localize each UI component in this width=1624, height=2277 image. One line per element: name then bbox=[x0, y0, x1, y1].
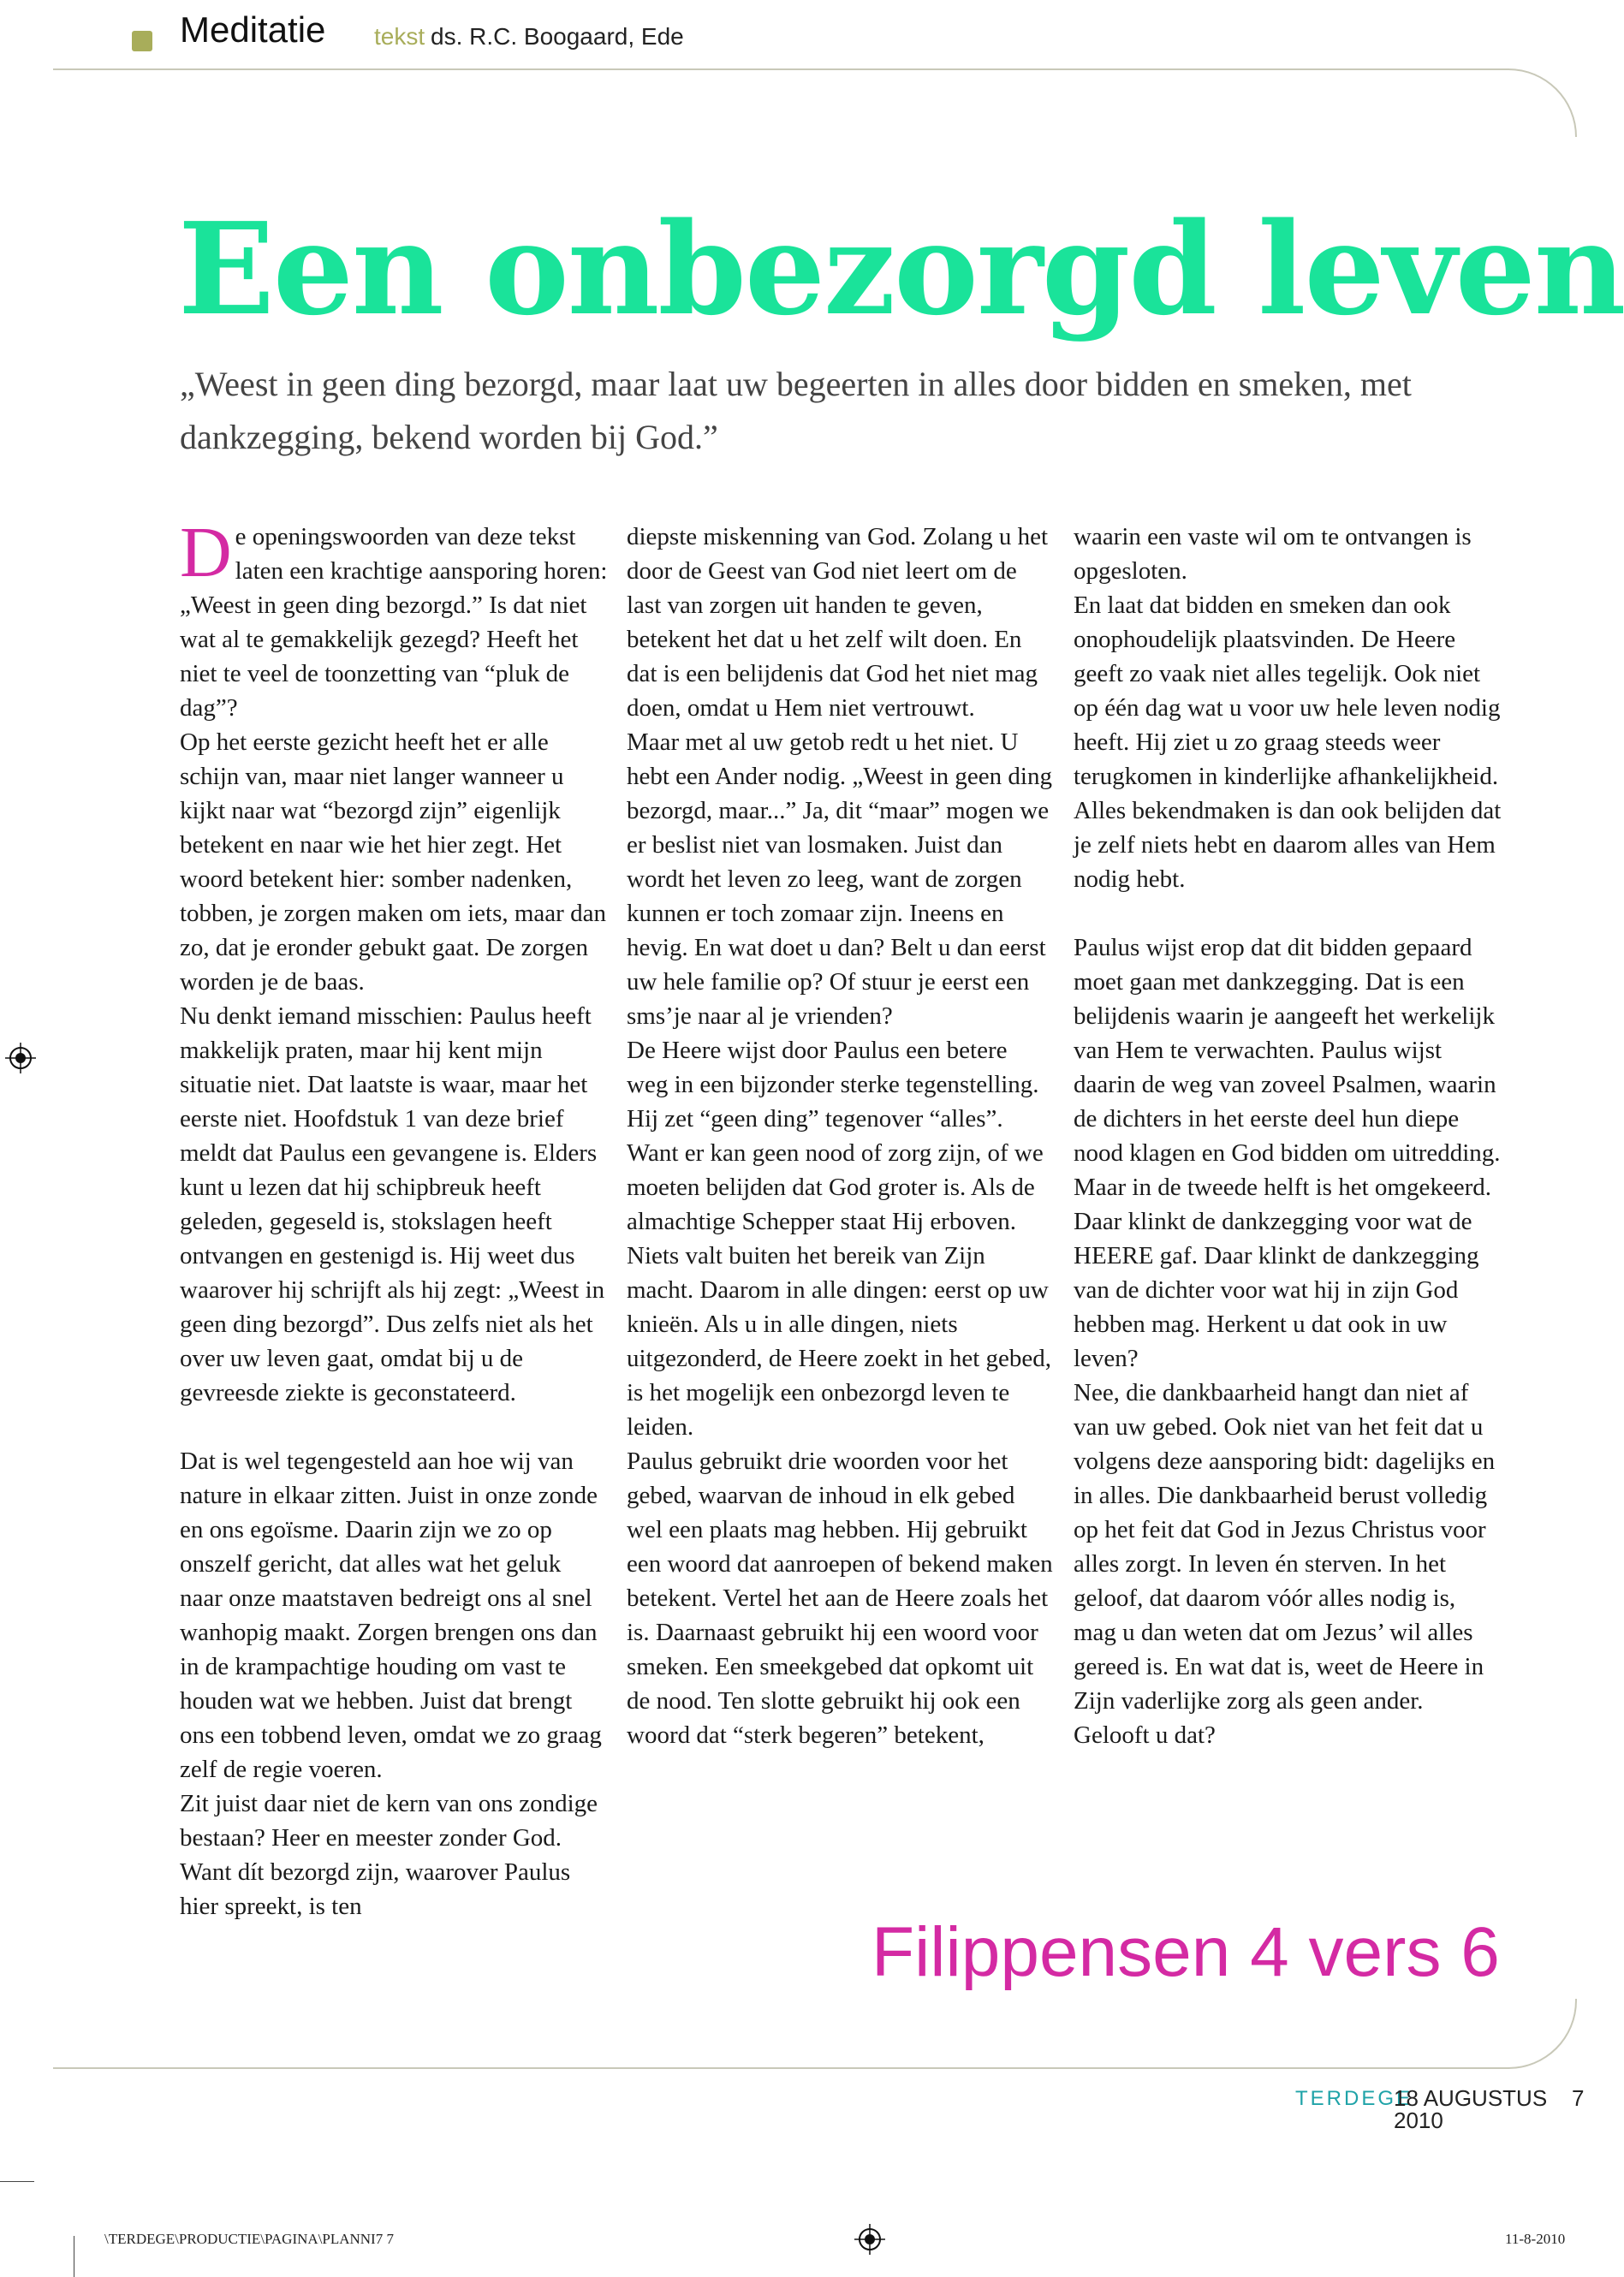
paragraph: Op het eerste gezicht heeft het er alle schijn van, maar niet langer wanneer u kijkt naar wat “bezorgd zijn” eigenlijk betekent en naar wie het hier zegt. Het woord betekent hier: somber nadenken, tobben, je zorgen maken om iets, maar dan zo, dat je eronder gebukt gaat. De zorgen worden je de baas. bbox=[180, 728, 606, 996]
article-title: Een onbezorgd leven bbox=[178, 194, 1624, 343]
paragraph: Maar met al uw getob redt u het niet. U hebt een Ander nodig. „Weest in geen ding bezorgd, maar...” Ja, dit “maar” mogen we er beslist niet van losmaken. Juist dan wordt het leven zo leeg, want de zorgen kunnen er toch zomaar zijn. Ineens en hevig. En wat doet u dan? Belt u dan eerst uw hele familie op? Of stuur je eerst een sms’je naar al je vrienden? bbox=[627, 728, 1052, 1030]
paragraph: Paulus wijst erop dat dit bidden gepaard moet gaan met dankzegging. Dat is een belijdenis waarin je aangeeft het werkelijk van Hem te verwachten. Paulus wijst daarin de weg van zoveel Psalmen, waarin de dichters in het eerste deel hun diepe nood klagen en God bidden om uitredding. Maar in de tweede helft is het omgekeerd. Daar klinkt de dankzegging voor wat de HEERE gaf. Daar klinkt de dankzegging van de dichter voor wat hij in zijn God hebben mag. Herkent u dat ook in uw leven? bbox=[1074, 934, 1501, 1372]
paragraph: En laat dat bidden en smeken dan ook onophoudelijk plaatsvinden. De Heere geeft zo vaak niet alles tegelijk. Ook niet op één dag wat u voor uw hele leven nodig heeft. Hij ziet u zo graag steeds weer terugkomen in kinderlijke afhankelijkheid. Alles bekendmaken is dan ook belijden dat je zelf niets hebt en daarom alles van Hem nodig hebt. bbox=[1074, 592, 1502, 893]
page-number: 7 bbox=[1572, 2085, 1585, 2111]
slug-file-path: \TERDEGE\PRODUCTIE\PAGINA\PLANNI7 7 bbox=[104, 2231, 394, 2247]
section-label: Meditatie bbox=[180, 9, 326, 50]
author: ds. R.C. Boogaard, Ede bbox=[431, 23, 684, 50]
tekst-label: tekst bbox=[374, 23, 425, 50]
paragraph: Nee, die dankbaarheid hangt dan niet af van uw gebed. Ook niet van het feit dat u volgens deze aansporing bidt: dagelijks en in alles. Die dankbaarheid berust volledig op het feit dat God in Jezus Christus voor alles zorgt. In leven én sterven. In het geloof, dat daarom vóór alles nodig is, mag u dan weten dat om Jezus’ wil alles gereed is. En wat dat is, weet de Heere in Zijn vaderlijke zorg als geen ander. Gelooft u dat? bbox=[1074, 1379, 1496, 1749]
column-3 bbox=[1074, 520, 1502, 1752]
paragraph: waarin een vaste wil om te ontvangen is opgesloten. bbox=[1074, 523, 1472, 585]
paragraph: Paulus gebruikt drie woorden voor het gebed, waarvan de inhoud in elk gebed wel een plaats mag hebben. Hij gebruikt een woord dat aanroepen of bekend maken betekent. Vertel het aan de Heere zoals het is. Daarnaast gebruikt hij een woord voor smeken. Een smeekgebed dat opkomt uit de nood. Ten slotte gebruikt hij ook een woord dat “sterk begeren” betekent, bbox=[627, 1448, 1053, 1749]
bottom-corner-rule bbox=[1508, 1999, 1577, 2069]
top-rule bbox=[53, 68, 1508, 70]
paragraph: Dat is wel tegengesteld aan hoe wij van nature in elkaar zitten. Juist in onze zonde en ons egoïsme. Daarin zijn we zo op onszelf gericht, dat alles wat het geluk naar onze maatstaven bedreigt ons al snel wanhopig maakt. Zorgen brengen ons dan in de krampachtige houding om vast te houden wat we hebben. Juist dat brengt ons een tobbend leven, omdat we zo graag zelf de regie voeren. bbox=[180, 1448, 602, 1783]
drop-cap: D bbox=[180, 513, 232, 592]
paragraph-text: e openingswoorden van deze tekst laten een krachtige aansporing horen: „Weest in geen ding bezorgd.” Is dat niet wat al te gemakkelijk gezegd? Heeft het niet te veel de toonzetting van “pluk de dag”? bbox=[180, 523, 608, 722]
section-marker bbox=[132, 31, 152, 51]
issue-date: 18 AUGUSTUS 2010 bbox=[1394, 2085, 1548, 2133]
bottom-rule bbox=[53, 2067, 1508, 2069]
top-corner-rule bbox=[1508, 68, 1577, 137]
paragraph: Zit juist daar niet de kern van ons zondige bestaan? Heer en meester zonder God. Want dít bezorgd zijn, waarover Paulus hier spreekt, is ten bbox=[180, 1790, 598, 1920]
column-1 bbox=[180, 513, 608, 1923]
column-2 bbox=[627, 520, 1055, 1752]
paragraph: Nu denkt iemand misschien: Paulus heeft makkelijk praten, maar hij kent mijn situatie niet. Dat laatste is waar, maar het eerste niet. Hoofdstuk 1 van deze brief meldt dat Paulus een gevangene is. Elders kunt u lezen dat hij schipbreuk heeft geleden, gegeseld is, stokslagen heeft ontvangen en gestenigd is. Hij weet dus waarover hij schrijft als hij zegt: „Weest in geen ding bezorgd”. Dus zelfs niet als het over uw leven gaat, omdat bij u de gevreesde ziekte is geconstateerd. bbox=[180, 1002, 605, 1406]
paragraph: diepste miskenning van God. Zolang u het door de Geest van God niet leert om de last van zorgen uit handen te geven, betekent het dat u het zelf wilt doen. En dat is een belijdenis dat God het niet mag doen, omdat u Hem niet vertrouwt. bbox=[627, 523, 1049, 722]
bible-quote: „Weest in geen ding bezorgd, maar laat uw begeerten in alles door bidden en smeken, met dankzegging, bekend worden bij God.” bbox=[180, 365, 1412, 456]
registration-mark-icon bbox=[5, 1043, 36, 1073]
magazine-name: TERDEGE bbox=[1295, 2087, 1413, 2110]
scripture-reference: Filippensen 4 vers 6 bbox=[871, 1913, 1500, 1991]
registration-mark-icon bbox=[854, 2224, 885, 2255]
paragraph: De Heere wijst door Paulus een betere weg in een bijzonder sterke tegenstelling. Hij zet “geen ding” tegenover “alles”. Want er kan geen nood of zorg zijn, of we moeten belijden dat God groter is. Als de almachtige Schepper staat Hij erboven. Niets valt buiten het bereik van Zijn macht. Daarom in alle dingen: eerst op uw knieën. Als u in alle dingen, niets uitgezonderd, de Heere zoekt in het gebed, is het mogelijk een onbezorgd leven te leiden. bbox=[627, 1037, 1052, 1441]
paragraph bbox=[180, 513, 608, 725]
slug-date: 11-8-2010 bbox=[1505, 2231, 1566, 2247]
crop-mark bbox=[0, 2181, 34, 2182]
